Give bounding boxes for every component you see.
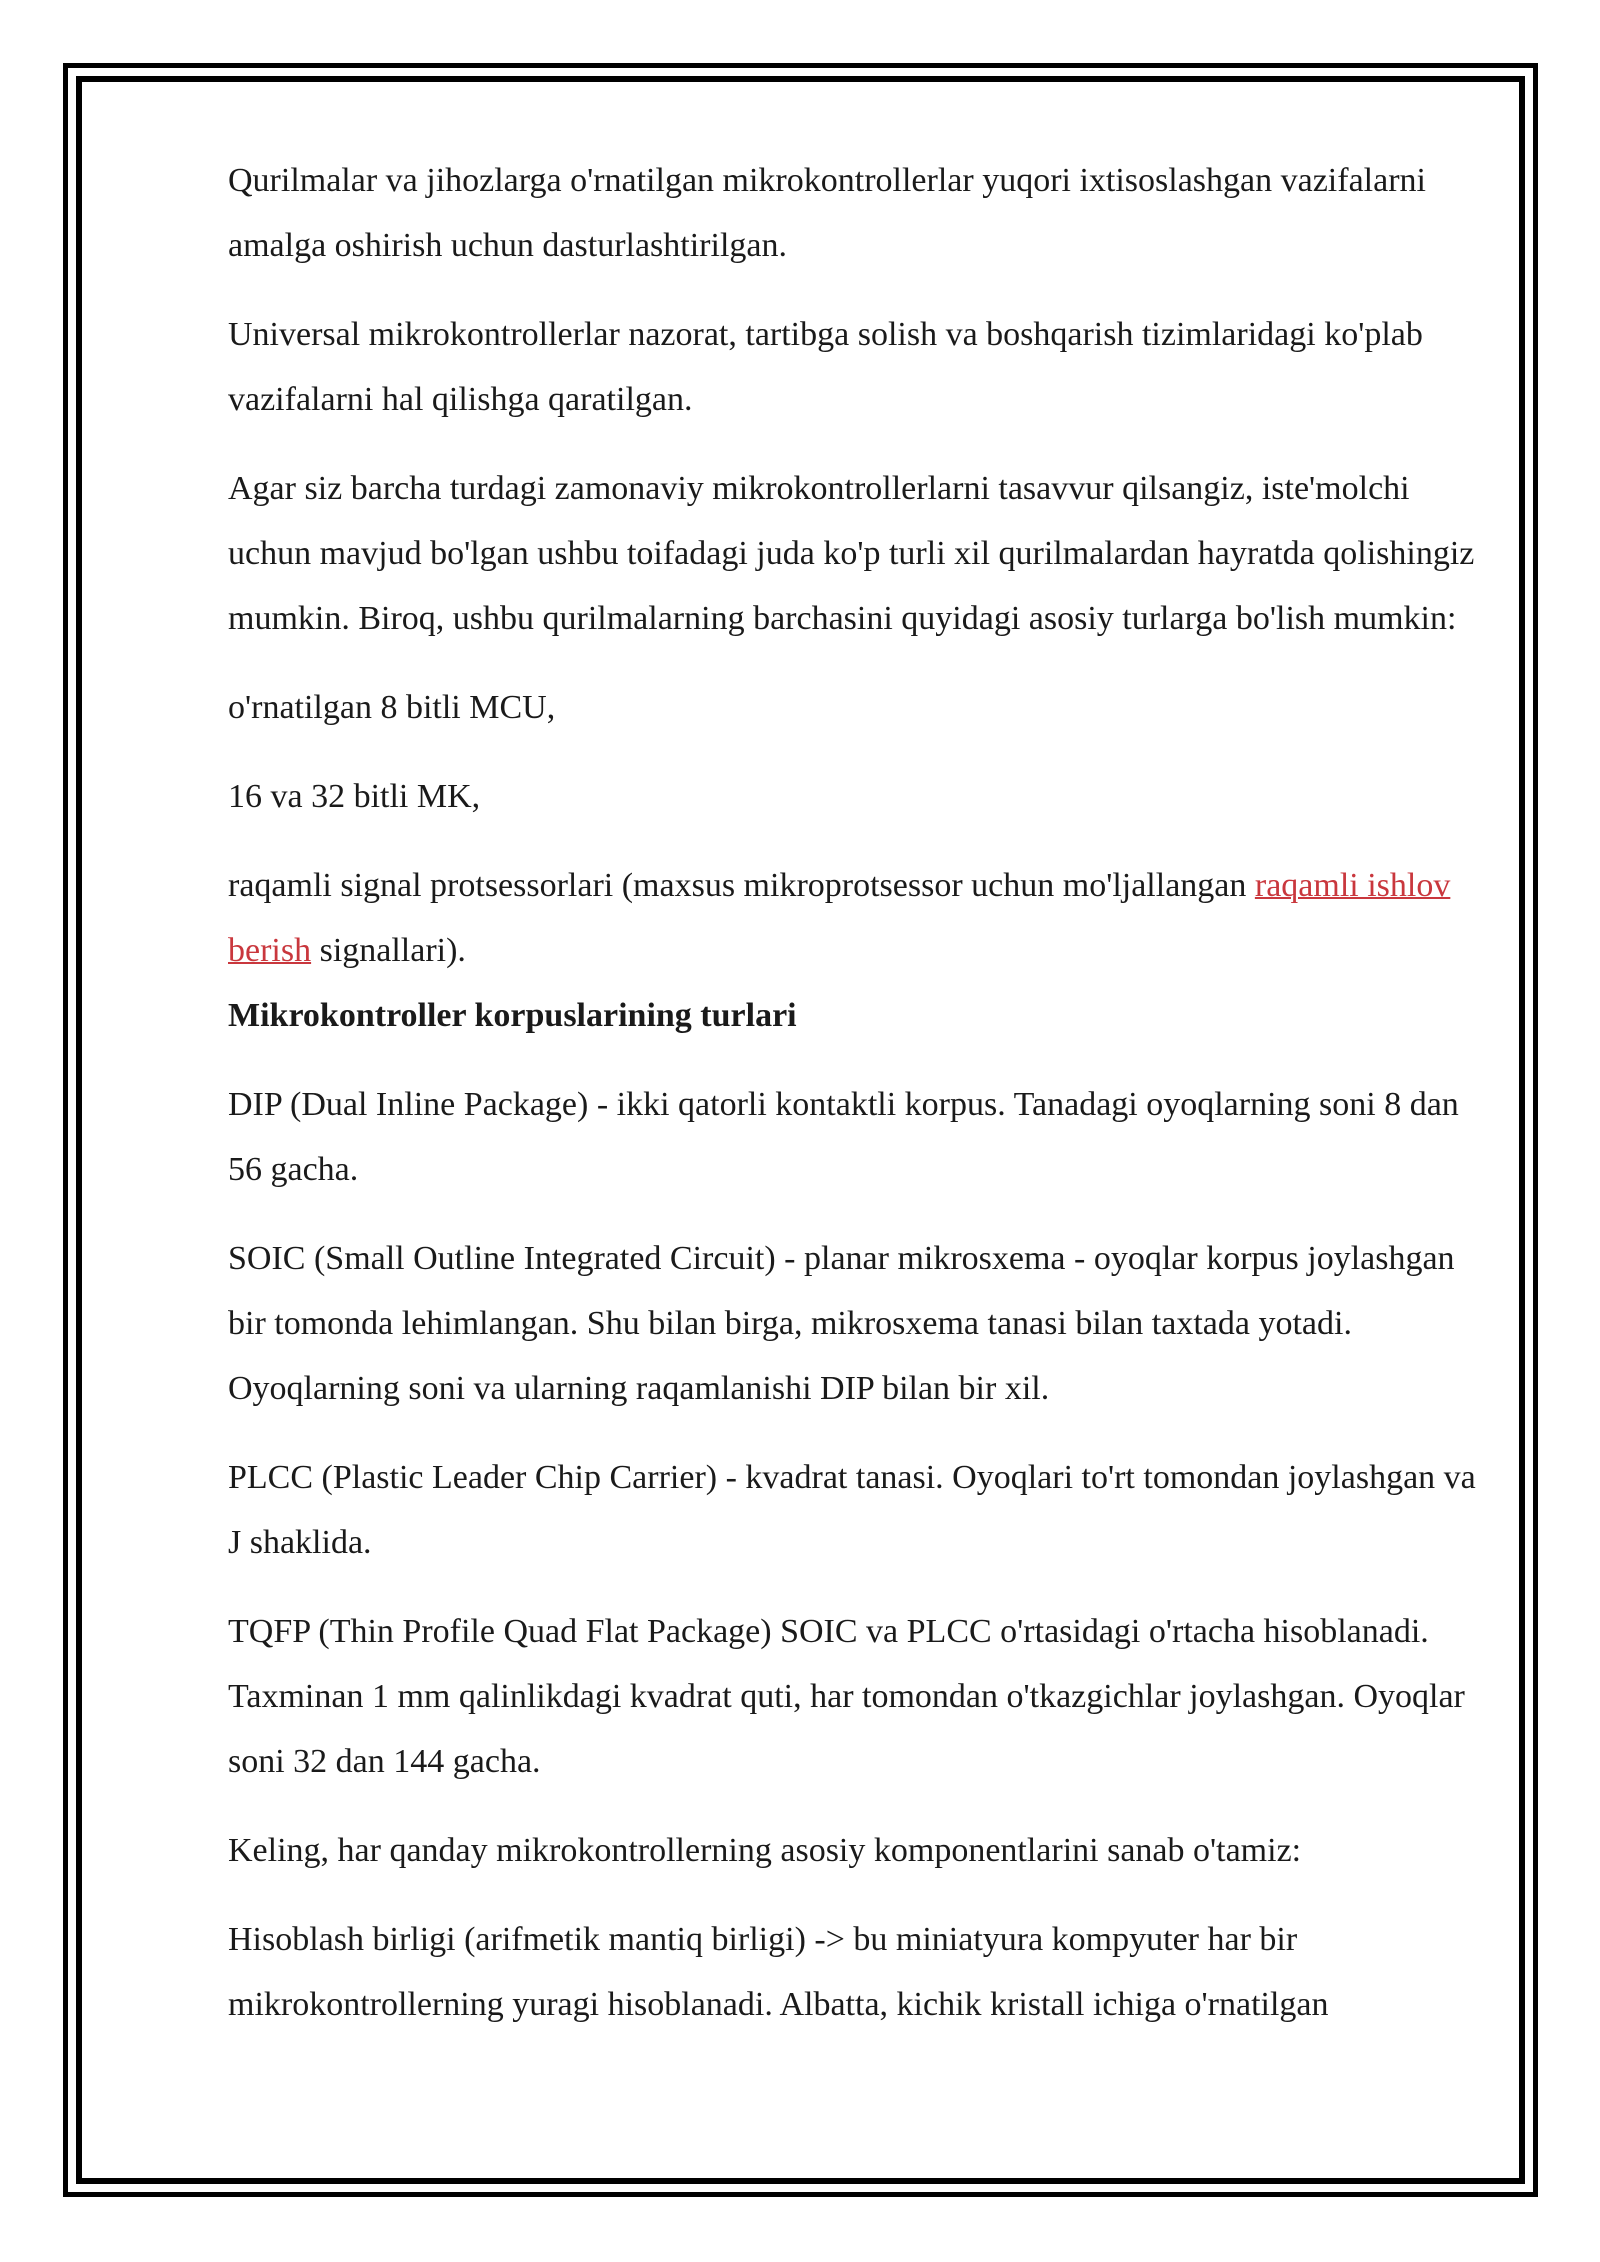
- paragraph-dip: DIP (Dual Inline Package) - ikki qatorli kontaktli korpus. Tanadagi oyoqlarning soni 8 dan 56 gacha.: [228, 1086, 1459, 1188]
- paragraph-mcu-types-intro: Agar siz barcha turdagi zamonaviy mikrokontrollerlarni tasavvur qilsangiz, iste'molchi uchun mavjud bo'lgan ushbu toifadagi juda ko'p turli xil qurilmalardan hayratda qolishingiz mumkin. Biroq, ushbu qurilmalarning barchasini quyidagi asosiy turlarga bo'lish mumkin:: [228, 470, 1475, 637]
- list-item-dsp: [228, 853, 1490, 983]
- section-heading-package-types: Mikrokontroller korpuslarining turlari: [228, 997, 797, 1034]
- paragraph-universal-mcu: Universal mikrokontrollerlar nazorat, tartibga solish va boshqarish tizimlaridagi ko'plab vazifalarni hal qilishga qaratilgan.: [228, 316, 1423, 418]
- list-item-8bit: o'rnatilgan 8 bitli MCU,: [228, 689, 556, 726]
- document-body: [228, 148, 1490, 2061]
- paragraph-plcc: PLCC (Plastic Leader Chip Carrier) - kvadrat tanasi. Oyoqlari to'rt tomondan joylashgan va J shaklida.: [228, 1459, 1476, 1561]
- list-item-16-32bit: 16 va 32 bitli MK,: [228, 778, 481, 815]
- paragraph-embedded-mcu: Qurilmalar va jihozlarga o'rnatilgan mikrokontrollerlar yuqori ixtisoslashgan vazifalarni amalga oshirish uchun dasturlashtirilgan.: [228, 162, 1426, 264]
- list-item-dsp-text-after: signallari).: [311, 932, 466, 969]
- paragraph-components-intro: Keling, har qanday mikrokontrollerning asosiy komponentlarini sanab o'tamiz:: [228, 1832, 1302, 1869]
- digital-processing-link[interactable]: raqamli ishlov berish: [228, 867, 1451, 969]
- paragraph-tqfp: TQFP (Thin Profile Quad Flat Package) SOIC va PLCC o'rtasidagi o'rtacha hisoblanadi. Taxminan 1 mm qalinlikdagi kvadrat quti, har tomondan o'tkazgichlar joylashgan. Oyoqlar soni 32 dan 144 gacha.: [228, 1613, 1465, 1780]
- list-item-dsp-text-before: raqamli signal protsessorlari (maxsus mikroprotsessor uchun mo'ljallangan: [228, 867, 1255, 904]
- paragraph-alu: Hisoblash birligi (arifmetik mantiq birligi) -> bu miniatyura kompyuter har bir mikrokontrollerning yuragi hisoblanadi. Albatta, kichik kristall ichiga o'rnatilgan: [228, 1921, 1329, 2023]
- paragraph-soic: SOIC (Small Outline Integrated Circuit) - planar mikrosxema - oyoqlar korpus joylashgan bir tomonda lehimlangan. Shu bilan birga, mikrosxema tanasi bilan taxtada yotadi. Oyoqlarning soni va ularning raqamlanishi DIP bilan bir xil.: [228, 1240, 1455, 1407]
